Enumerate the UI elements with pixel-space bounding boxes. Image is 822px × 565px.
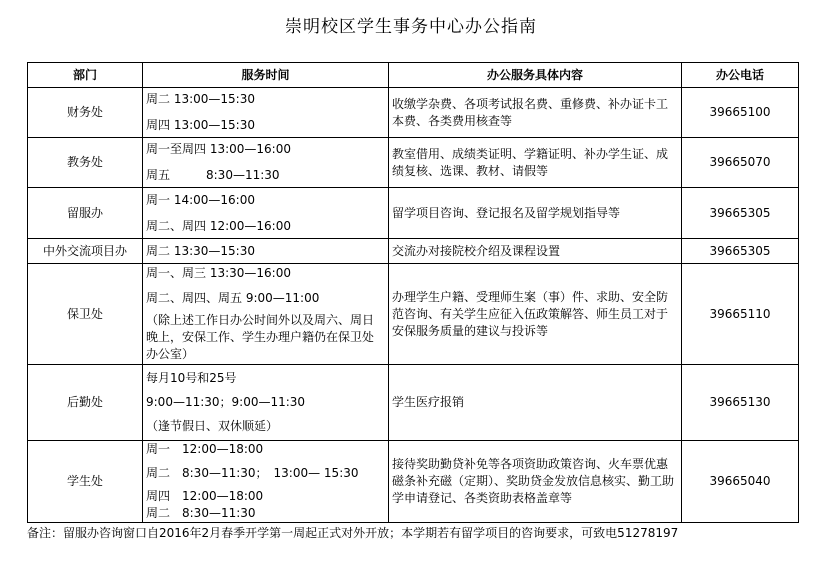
- time-line: 周二、周四 12:00—16:00: [146, 218, 291, 233]
- table-row: [28, 264, 799, 365]
- page-title: 崇明校区学生事务中心办公指南: [285, 17, 537, 37]
- table-row: [28, 441, 799, 523]
- time-note: （除上述工作日办公时间外以及周六、周日晚上，安保工作、学生办理户籍仍在保卫处办公室）: [146, 313, 375, 361]
- table-header-row: [28, 63, 799, 88]
- dept-cell: 中外交流项目办: [28, 239, 143, 264]
- time-line: 周二、周四、周五 9:00—11:00: [146, 291, 320, 305]
- time-cell: [143, 264, 389, 365]
- time-line: 周一 14:00—16:00: [146, 192, 255, 207]
- time-line: 周二 8:30—11:30； 13:00— 15:30: [146, 466, 359, 480]
- time-line: 周五 8:30—11:30: [146, 168, 280, 182]
- phone-cell: 39665110: [682, 264, 799, 365]
- time-line: 周一 12:00—18:00: [146, 442, 264, 456]
- time-line: 周四 12:00—18:00: [146, 489, 264, 503]
- phone-cell: 39665100: [682, 88, 799, 138]
- footnote: 备注：留服办咨询窗口自2016年2月春季开学第一周起正式对外开放；本学期若有留学项目的咨询要求，可致电51278197: [27, 526, 679, 540]
- time-line: 周二 13:00—15:30: [146, 92, 255, 106]
- content-cell: 留学项目咨询、登记报名及留学规划指导等: [389, 188, 682, 239]
- dept-cell: 留服办: [28, 188, 143, 239]
- time-cell: [143, 138, 389, 188]
- dept-cell: 保卫处: [28, 264, 143, 365]
- phone-cell: 39665130: [682, 365, 799, 441]
- time-line: 周一至周四 13:00—16:00: [146, 142, 291, 156]
- header-time: 服务时间: [143, 63, 389, 88]
- header-content: 办公服务具体内容: [389, 63, 682, 88]
- table-row: [28, 88, 799, 138]
- content-cell: 办理学生户籍、受理师生案（事）件、求助、安全防范咨询、有关学生应征入伍政策解答、师生员工对于安保服务质量的建议与投诉等: [389, 264, 682, 365]
- dept-cell: 教务处: [28, 138, 143, 188]
- phone-cell: 39665305: [682, 188, 799, 239]
- content-cell: 教室借用、成绩类证明、学籍证明、补办学生证、成绩复核、选课、教材、请假等: [389, 138, 682, 188]
- header-dept: 部门: [28, 63, 143, 88]
- time-line: 9:00—11:30；9:00—11:30: [146, 395, 306, 409]
- table-row: [28, 239, 799, 264]
- phone-cell: 39665305: [682, 239, 799, 264]
- time-line: 周二 13:30—15:30: [146, 243, 255, 258]
- content-cell: 接待奖助勤贷补免等各项资助政策咨询、火车票优惠磁条补充磁（定期）、奖助贷金发放信息核实、勤工助学申请登记、各类资助表格盖章等: [389, 441, 682, 523]
- dept-cell: 后勤处: [28, 365, 143, 441]
- table-row: [28, 138, 799, 188]
- time-cell: [143, 365, 389, 441]
- dept-cell: 学生处: [28, 441, 143, 523]
- time-note: （逢节假日、双休顺延）: [146, 419, 279, 433]
- time-line: 周一、周三 13:30—16:00: [146, 266, 291, 280]
- time-cell: [143, 88, 389, 138]
- phone-cell: 39665070: [682, 138, 799, 188]
- content-cell: 交流办对接院校介绍及课程设置: [389, 239, 682, 264]
- table-row: [28, 365, 799, 441]
- time-line: 周四 13:00—15:30: [146, 118, 255, 132]
- content-cell: 学生医疗报销: [389, 365, 682, 441]
- time-cell: [143, 188, 389, 239]
- content-cell: 收缴学杂费、各项考试报名费、重修费、补办证卡工本费、各类费用核查等: [389, 88, 682, 138]
- time-cell: [143, 239, 389, 264]
- table-row: [28, 188, 799, 239]
- dept-cell: 财务处: [28, 88, 143, 138]
- header-phone: 办公电话: [682, 63, 799, 88]
- time-line: 周二 8:30—11:30: [146, 506, 256, 520]
- time-cell: [143, 441, 389, 523]
- time-line: 每月10号和25号: [146, 371, 237, 385]
- phone-cell: 39665040: [682, 441, 799, 523]
- office-guide-table: [27, 62, 799, 523]
